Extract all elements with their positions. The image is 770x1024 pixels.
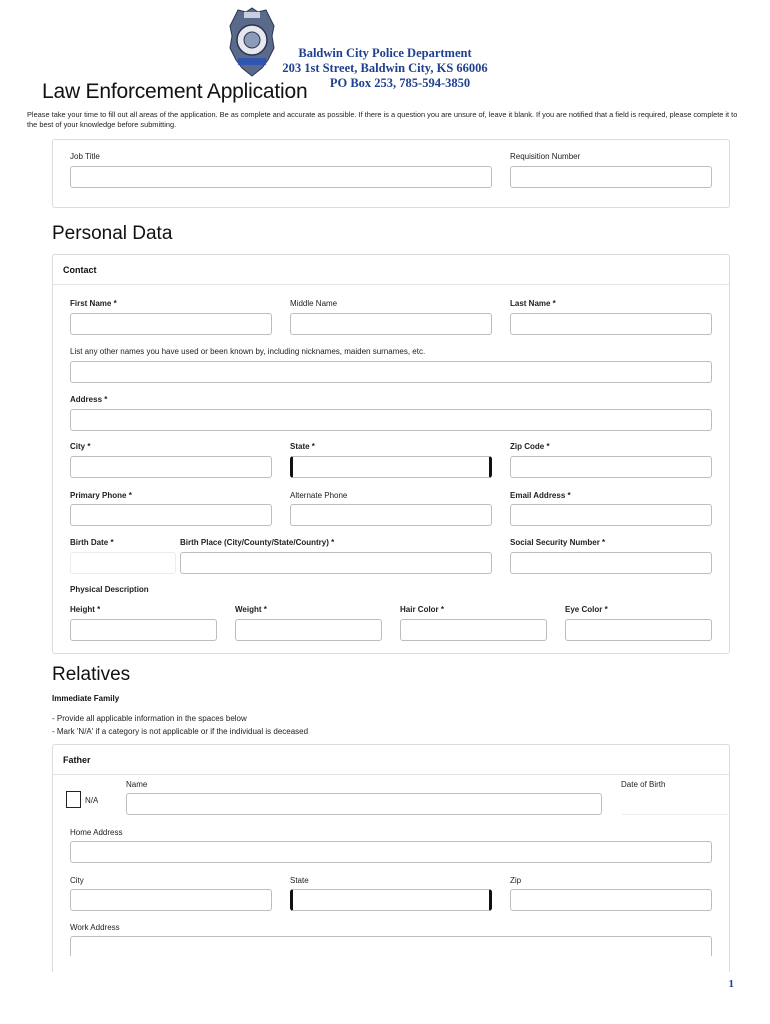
alternate-phone-label: Alternate Phone: [290, 491, 348, 500]
requisition-label: Requisition Number: [510, 152, 581, 161]
father-state-label: State: [290, 876, 309, 885]
job-card: [52, 139, 730, 208]
birth-place-label: Birth Place (City/County/State/Country) *: [180, 538, 335, 547]
father-name-input[interactable]: [126, 793, 602, 815]
birth-date-label: Birth Date *: [70, 538, 114, 547]
email-input[interactable]: [510, 504, 712, 526]
middle-name-input[interactable]: [290, 313, 492, 335]
department-po-box: PO Box 253, 785-594-3850: [329, 76, 471, 90]
city-label: City *: [70, 442, 91, 451]
hair-color-label: Hair Color *: [400, 605, 445, 614]
state-select[interactable]: [290, 456, 492, 478]
father-zip-input[interactable]: [510, 889, 712, 911]
ssn-input[interactable]: [510, 552, 712, 574]
eye-color-label: Eye Color *: [565, 605, 608, 614]
father-city-label: City: [70, 876, 84, 885]
state-label: State *: [290, 442, 315, 451]
father-na-label: N/A: [85, 796, 99, 805]
department-address: 203 1st Street, Baldwin City, KS 66006: [282, 61, 488, 75]
relatives-title: Relatives: [52, 664, 131, 685]
birth-date-input[interactable]: [70, 552, 176, 574]
first-name-input[interactable]: [70, 313, 272, 335]
page-bottom-mask: [0, 972, 770, 1024]
father-home-address-input[interactable]: [70, 841, 712, 863]
relatives-note-2: - Mark 'N/A' if a category is not applicable or if the individual is deceased: [52, 727, 309, 736]
height-input[interactable]: [70, 619, 217, 641]
last-name-input[interactable]: [510, 313, 712, 335]
address-input[interactable]: [70, 409, 712, 431]
other-names-input[interactable]: [70, 361, 712, 383]
father-dob-input[interactable]: [621, 793, 729, 815]
page-number: 1: [728, 978, 734, 990]
department-name: Baldwin City Police Department: [298, 46, 472, 60]
page-title: Law Enforcement Application: [42, 80, 308, 103]
police-badge-logo: [228, 6, 276, 78]
father-work-address-label: Work Address: [70, 923, 120, 932]
contact-card: [52, 254, 730, 654]
address-label: Address *: [70, 395, 108, 404]
job-title-input[interactable]: [70, 166, 492, 188]
father-zip-label: Zip: [510, 876, 522, 885]
father-home-address-label: Home Address: [70, 828, 123, 837]
other-names-label: List any other names you have used or been known by, including nicknames, maiden surnames, etc.: [70, 347, 426, 356]
father-city-input[interactable]: [70, 889, 272, 911]
personal-data-title: Personal Data: [52, 223, 173, 244]
hair-color-input[interactable]: [400, 619, 547, 641]
middle-name-label: Middle Name: [290, 299, 338, 308]
job-title-label: Job Title: [70, 152, 100, 161]
primary-phone-input[interactable]: [70, 504, 272, 526]
immediate-family-label: Immediate Family: [52, 694, 120, 703]
father-dob-label: Date of Birth: [621, 780, 666, 789]
alternate-phone-input[interactable]: [290, 504, 492, 526]
father-header: [53, 745, 729, 775]
email-label: Email Address *: [510, 491, 571, 500]
weight-input[interactable]: [235, 619, 382, 641]
father-name-label: Name: [126, 780, 148, 789]
primary-phone-label: Primary Phone *: [70, 491, 132, 500]
zip-label: Zip Code *: [510, 442, 550, 451]
height-label: Height *: [70, 605, 101, 614]
father-header-label: Father: [63, 755, 91, 765]
father-state-select[interactable]: [290, 889, 492, 911]
ssn-label: Social Security Number *: [510, 538, 606, 547]
relatives-note-1: - Provide all applicable information in the spaces below: [52, 714, 247, 723]
father-na-checkbox[interactable]: [66, 791, 81, 808]
last-name-label: Last Name *: [510, 299, 556, 308]
city-input[interactable]: [70, 456, 272, 478]
eye-color-input[interactable]: [565, 619, 712, 641]
weight-label: Weight *: [235, 605, 267, 614]
contact-header: [53, 255, 729, 285]
birth-place-input[interactable]: [180, 552, 492, 574]
physical-description-label: Physical Description: [70, 585, 149, 594]
requisition-input[interactable]: [510, 166, 712, 188]
first-name-label: First Name *: [70, 299, 117, 308]
zip-input[interactable]: [510, 456, 712, 478]
intro-text: Please take your time to fill out all areas of the application. Be as complete and accurate as possible. If there is a question you are unsure of, leave it blank. If you are notified that a field is required, please complete it to the best of your knowledge before submitting.: [27, 110, 738, 129]
father-work-address-input[interactable]: [70, 936, 712, 956]
contact-header-label: Contact: [63, 265, 97, 275]
